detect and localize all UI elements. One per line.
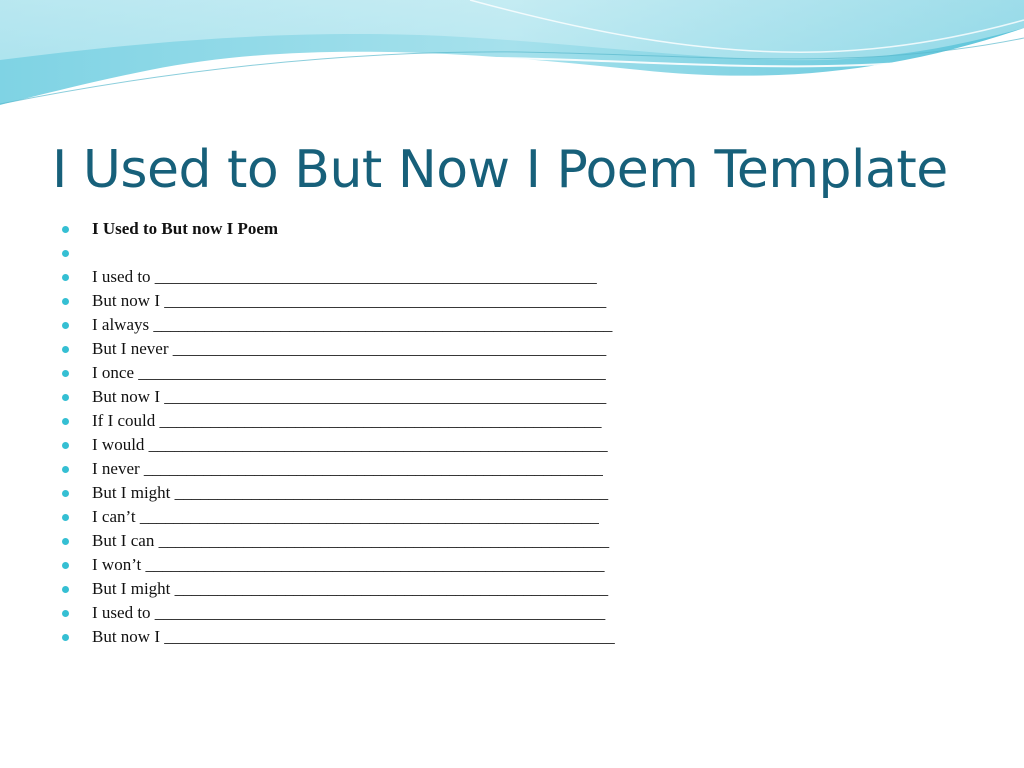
bullet-text: I never ______________________________________________________ — [92, 459, 603, 478]
bullet-dot-icon — [62, 322, 69, 329]
bullet-text: If I could ____________________________________________________ — [92, 411, 602, 430]
bullet-item — [60, 529, 960, 553]
bullet-text: I once _______________________________________________________ — [92, 363, 606, 382]
bullet-text: But I might ___________________________________________________ — [92, 483, 609, 502]
bullet-text: But now I ____________________________________________________ — [92, 387, 607, 406]
bullet-item — [60, 241, 960, 265]
bullet-text: I won’t ______________________________________________________ — [92, 555, 605, 574]
bullet-text: I used to ____________________________________________________ — [92, 267, 597, 286]
bullet-item — [60, 457, 960, 481]
bullet-dot-icon — [62, 370, 69, 377]
bullet-text: But I never ___________________________________________________ — [92, 339, 607, 358]
bullet-dot-icon — [62, 538, 69, 545]
bullet-dot-icon — [62, 346, 69, 353]
bullet-item — [60, 313, 960, 337]
bullet-item — [60, 385, 960, 409]
bullet-item — [60, 553, 960, 577]
header-wave-decoration — [0, 0, 1024, 130]
bullet-text: I can’t ______________________________________________________ — [92, 507, 599, 526]
bullet-text: But I can _____________________________________________________ — [92, 531, 610, 550]
bullet-item — [60, 217, 960, 241]
bullet-item — [60, 409, 960, 433]
bullet-dot-icon — [62, 610, 69, 617]
bullet-item — [60, 361, 960, 385]
bullet-item — [60, 625, 960, 649]
bullet-dot-icon — [62, 490, 69, 497]
bullet-item — [60, 265, 960, 289]
bullet-dot-icon — [62, 634, 69, 641]
bullet-item — [60, 433, 960, 457]
bullet-item — [60, 601, 960, 625]
bullet-dot-icon — [62, 514, 69, 521]
bullet-text: But now I _____________________________________________________ — [92, 627, 615, 646]
bullet-text: I used to _____________________________________________________ — [92, 603, 606, 622]
bullet-text: I Used to But now I Poem — [92, 219, 279, 238]
bullet-list — [60, 217, 960, 649]
bullet-item — [60, 505, 960, 529]
bullet-dot-icon — [62, 226, 69, 233]
bullet-text: But now I ____________________________________________________ — [92, 291, 607, 310]
bullet-dot-icon — [62, 394, 69, 401]
bullet-item — [60, 337, 960, 361]
bullet-dot-icon — [62, 274, 69, 281]
bullet-item — [60, 289, 960, 313]
bullet-dot-icon — [62, 466, 69, 473]
bullet-text: I always ______________________________________________________ — [92, 315, 613, 334]
bullet-item — [60, 577, 960, 601]
bullet-dot-icon — [62, 586, 69, 593]
bullet-item — [60, 481, 960, 505]
bullet-dot-icon — [62, 298, 69, 305]
bullet-dot-icon — [62, 418, 69, 425]
bullet-text: But I might ___________________________________________________ — [92, 579, 609, 598]
bullet-dot-icon — [62, 250, 69, 257]
slide-title: I Used to But Now I Poem Template — [52, 140, 948, 200]
bullet-dot-icon — [62, 442, 69, 449]
bullet-dot-icon — [62, 562, 69, 569]
bullet-text: I would ______________________________________________________ — [92, 435, 608, 454]
